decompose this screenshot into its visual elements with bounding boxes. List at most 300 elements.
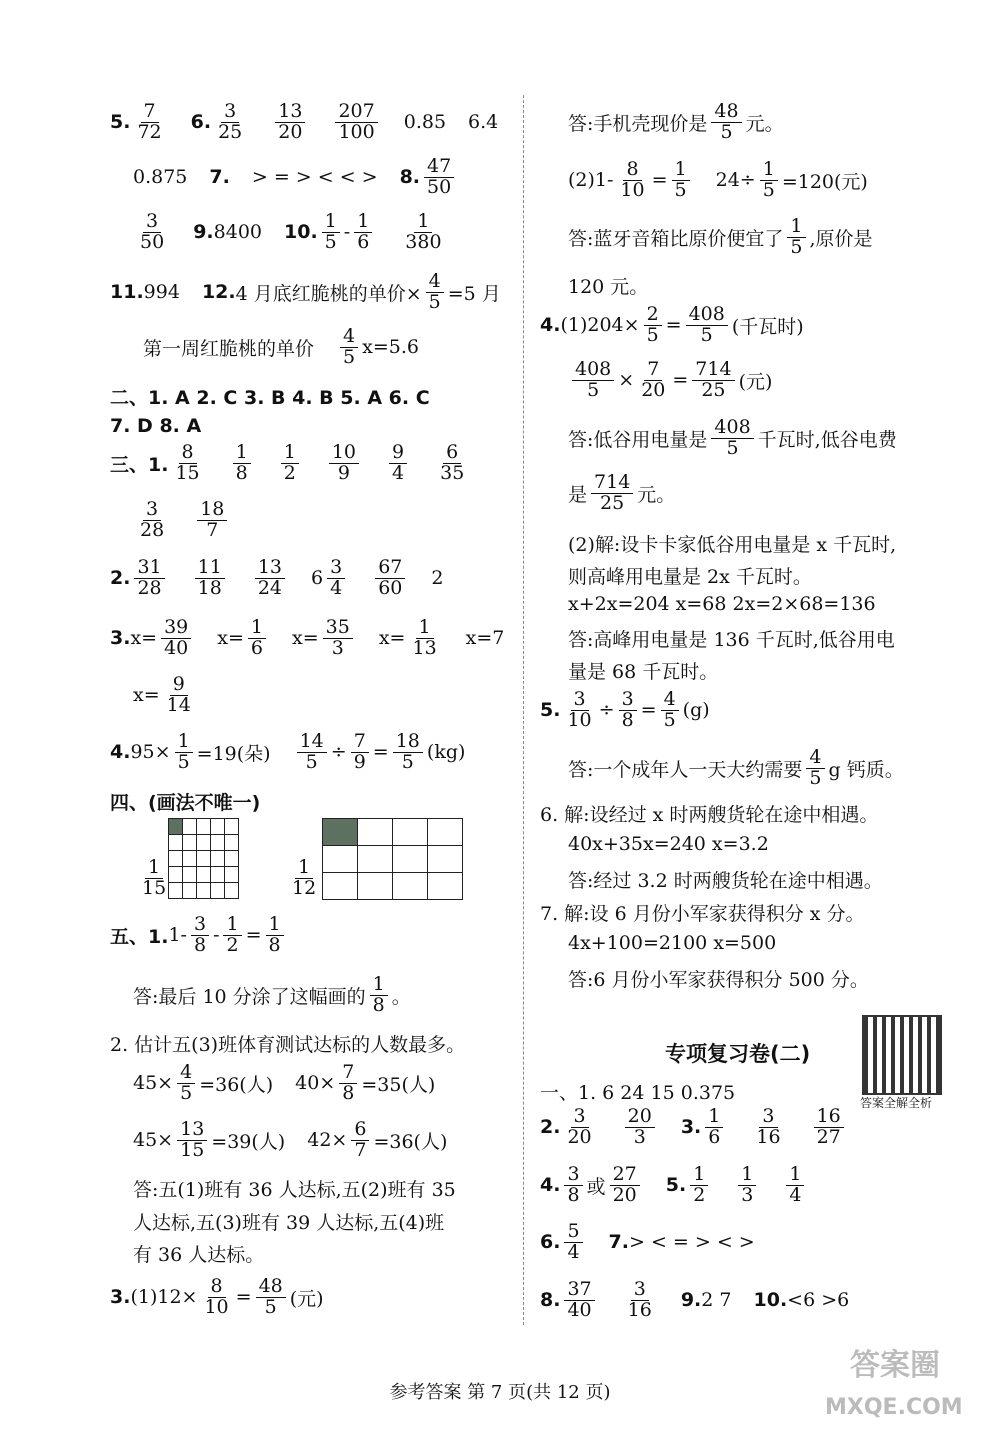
numerator: 1 (322, 212, 340, 233)
numerator: 4 (177, 1063, 195, 1084)
text: (元) (289, 1287, 324, 1310)
denominator: 40 (567, 1298, 592, 1321)
text: 元。 (637, 483, 676, 506)
denominator: 9 (353, 750, 366, 773)
fraction (322, 212, 340, 253)
denominator: 5 (720, 120, 733, 143)
fraction (297, 732, 327, 773)
answer-line (110, 618, 504, 659)
answer-line (568, 217, 873, 258)
answer-line (110, 1277, 324, 1318)
grid-fifteenths (168, 818, 239, 899)
text: 四、(画法不唯一) (110, 792, 261, 814)
answer-line (110, 1030, 465, 1057)
numerator: 1 (175, 732, 193, 753)
answer-line (110, 102, 498, 143)
fraction (402, 212, 444, 253)
fraction (638, 360, 668, 401)
text: 5. (110, 111, 131, 134)
fraction (389, 443, 407, 484)
text: 11. (110, 281, 144, 304)
denominator: 5 (674, 178, 687, 201)
numerator: 6 (351, 1120, 369, 1141)
fraction (692, 360, 734, 401)
fraction (711, 102, 741, 143)
text: 或 (586, 1175, 606, 1198)
fraction (564, 1222, 582, 1263)
text: g 钙质。 (828, 758, 904, 781)
text: 3. (680, 1116, 702, 1139)
text: x+2x=204 x=68 2x=2×68=136 (568, 593, 876, 615)
fraction (760, 160, 778, 201)
denominator: 25 (218, 120, 243, 143)
denominator: 5 (401, 750, 414, 773)
grid-cell (225, 867, 239, 883)
answer-line (133, 157, 458, 198)
answer-line (568, 102, 784, 143)
text: 6 (311, 567, 324, 590)
denominator: 20 (612, 1183, 637, 1206)
numerator: 207 (335, 102, 377, 123)
answer-line (568, 965, 869, 992)
text: (2)1- (568, 169, 614, 192)
denominator: 7 (206, 518, 219, 541)
denominator: 5 (726, 436, 739, 459)
fraction (572, 360, 614, 401)
text: 6.4 (468, 111, 499, 134)
numerator: 7 (644, 360, 662, 381)
numerator: 714 (692, 360, 734, 381)
grid-cell (197, 835, 211, 851)
numerator: 2 (644, 305, 662, 326)
text: 5. (665, 1174, 687, 1197)
fraction (139, 858, 169, 899)
text: =35(人) (361, 1073, 436, 1096)
answer-line (568, 272, 648, 299)
grid-cell (428, 873, 463, 900)
fraction (256, 1277, 286, 1318)
page-footer: 参考答案 第 7 页(共 12 页) (389, 1382, 611, 1403)
numerator: 35 (323, 618, 353, 639)
denominator: 10 (204, 1295, 229, 1318)
text: 95× (130, 741, 171, 764)
grid-cell (211, 883, 225, 899)
fraction (619, 690, 637, 731)
denominator: 8 (268, 933, 281, 956)
numerator: 13 (255, 558, 285, 579)
numerator: 714 (591, 473, 633, 494)
fraction (255, 558, 285, 599)
denominator: 7 (354, 1138, 367, 1161)
denominator: 60 (378, 576, 403, 599)
text: - (213, 924, 220, 947)
fraction (351, 1120, 369, 1161)
numerator: 4 (661, 690, 679, 711)
numerator: 6 (443, 443, 461, 464)
fraction (672, 160, 690, 201)
text: (元) (738, 370, 773, 393)
fraction (806, 748, 824, 789)
text: 42× (307, 1129, 348, 1152)
text: × (618, 369, 635, 392)
grid-cell (358, 819, 393, 846)
denominator: 5 (587, 378, 600, 401)
fraction (787, 217, 805, 258)
text: 2 (431, 567, 444, 590)
denominator: 3 (741, 1183, 754, 1206)
fraction (564, 1107, 594, 1148)
numerator: 1 (786, 1165, 804, 1186)
text: 0.875 (133, 166, 188, 189)
grid-cell (197, 851, 211, 867)
text: (1)12× (130, 1286, 198, 1309)
denominator: 5 (762, 178, 775, 201)
text: 2. 估计五(3)班体育测试达标的人数最多。 (110, 1034, 466, 1056)
denominator: 10 (567, 708, 592, 731)
text: 有 36 人达标。 (133, 1244, 265, 1266)
answer-line (568, 160, 868, 201)
text: =39(人) (211, 1130, 286, 1153)
denominator: 8 (342, 1081, 355, 1104)
fraction (335, 102, 377, 143)
fraction (424, 157, 454, 198)
text: x=5.6 (362, 336, 419, 359)
fraction (625, 1107, 655, 1148)
text: 8. (540, 1289, 561, 1312)
denominator: 6 (357, 230, 370, 253)
answer-line (133, 1063, 435, 1104)
text: 10. (284, 221, 318, 244)
numerator: 3 (564, 1165, 582, 1186)
text: 1- (168, 924, 187, 947)
numerator: 4 (340, 327, 358, 348)
fraction (437, 443, 467, 484)
denominator: 40 (164, 636, 189, 659)
denominator: 13 (412, 636, 437, 659)
numerator: 7 (339, 1063, 357, 1084)
answer-line (568, 360, 772, 401)
text: 6. (540, 1231, 561, 1254)
fraction (327, 558, 345, 599)
denominator: 20 (567, 1125, 592, 1148)
grid-cell (211, 851, 225, 867)
fraction (134, 558, 164, 599)
text: - (343, 221, 351, 244)
text: = (245, 924, 262, 947)
answer-line (133, 1240, 264, 1267)
answer-line (568, 748, 904, 789)
answer-line (110, 272, 501, 313)
numerator: 3 (631, 1280, 649, 1301)
answer-line (133, 675, 198, 716)
fraction (661, 690, 679, 731)
text: 10. (753, 1289, 788, 1312)
denominator: 24 (257, 576, 283, 599)
numerator: 9 (389, 443, 407, 464)
text: 9. (193, 221, 214, 244)
numerator: 37 (564, 1280, 594, 1301)
grid-cell (428, 846, 463, 873)
numerator: 31 (134, 558, 164, 579)
numerator: 9 (170, 675, 188, 696)
answer-line (568, 866, 883, 893)
numerator: 27 (610, 1165, 640, 1186)
grid-cell (323, 873, 358, 900)
numerator: 48 (256, 1277, 286, 1298)
fraction (201, 1277, 231, 1318)
grid-cell (358, 873, 393, 900)
fraction (275, 102, 305, 143)
numerator: 8 (208, 1277, 226, 1298)
fraction (686, 305, 728, 346)
grid-cell (211, 835, 225, 851)
denominator: 5 (700, 323, 713, 346)
text: 2. (540, 1116, 561, 1139)
fraction (266, 915, 284, 956)
text: = (640, 699, 657, 722)
denominator: 8 (621, 708, 634, 731)
denominator: 10 (620, 178, 645, 201)
denominator: 8 (193, 933, 207, 956)
fraction (610, 1165, 640, 1206)
numerator: 3 (221, 102, 239, 123)
text: <6 >6 (787, 1289, 850, 1312)
denominator: 5 (343, 345, 356, 368)
fraction (814, 1107, 844, 1148)
grid-cell (183, 867, 197, 883)
denominator: 16 (756, 1125, 781, 1148)
text: 3. (110, 627, 131, 650)
text: ,原价是 (809, 227, 873, 250)
fraction (289, 858, 319, 899)
numerator: 1 (690, 1165, 708, 1186)
text: 答:低谷用电量是 (568, 428, 708, 451)
fraction (591, 473, 633, 514)
denominator: 15 (175, 461, 200, 484)
text: 7. 解:设 6 月份小军家获得积分 x 分。 (540, 903, 865, 925)
text: 答:一个成年人一天大约需要 (568, 758, 803, 781)
numerator: 3 (571, 690, 589, 711)
text: x= (130, 627, 158, 650)
text: 元。 (745, 112, 784, 135)
answer-line (133, 1208, 444, 1235)
fraction (195, 558, 225, 599)
text: 994 (143, 281, 180, 304)
numerator: 1 (760, 160, 778, 181)
text: 2 7 (701, 1289, 732, 1312)
denominator: 5 (663, 708, 676, 731)
numerator: 10 (329, 443, 359, 464)
numerator: 3 (619, 690, 637, 711)
text: 8. (399, 166, 421, 189)
fraction (426, 272, 444, 313)
text: 三、1. (110, 453, 169, 476)
fraction (705, 1107, 723, 1148)
fraction (564, 690, 594, 731)
text: 3. (110, 1286, 131, 1309)
fraction (233, 443, 251, 484)
text: =19(朵) (196, 742, 271, 765)
grid-cell (393, 873, 428, 900)
numerator: 7 (141, 102, 159, 123)
text: > = > < < > (251, 166, 378, 189)
numerator: 3 (143, 500, 161, 521)
text: = (651, 169, 668, 192)
text: 24÷ (715, 169, 756, 192)
denominator: 2 (226, 933, 239, 956)
denominator: 5 (305, 750, 318, 773)
text: 答:手机壳现价是 (568, 112, 708, 135)
text: x= (378, 627, 406, 650)
text: 答:经过 3.2 时两艘货轮在途中相遇。 (568, 870, 883, 892)
numerator: 1 (705, 1107, 723, 1128)
denominator: 380 (405, 230, 442, 253)
answer-line (133, 975, 411, 1016)
answer-line (540, 1107, 848, 1148)
denominator: 50 (140, 230, 165, 253)
numerator: 3 (571, 1107, 589, 1128)
text: 则高峰用电量是 2x 千瓦时。 (568, 566, 812, 588)
text: 9. (680, 1289, 702, 1312)
denominator: 5 (790, 235, 803, 258)
numerator: 408 (572, 360, 614, 381)
text: 40× (295, 1072, 336, 1095)
text: (千瓦时) (731, 315, 804, 338)
numerator: 4 (806, 748, 824, 769)
fraction (281, 443, 299, 484)
denominator: 8 (235, 461, 248, 484)
numerator: 13 (177, 1120, 207, 1141)
denominator: 5 (646, 323, 659, 346)
fraction (753, 1107, 783, 1148)
watermark-url: MXQE.COM (825, 1395, 963, 1420)
answer-line (133, 1175, 456, 1202)
fraction (564, 1280, 594, 1321)
denominator: 5 (428, 290, 441, 313)
fraction (564, 1165, 582, 1206)
text: 40x+35x=240 x=3.2 (568, 833, 769, 855)
numerator: 7 (351, 732, 369, 753)
numerator: 1 (266, 915, 284, 936)
numerator: 48 (711, 102, 741, 123)
numerator: 1 (281, 443, 299, 464)
text: 是 (568, 483, 588, 506)
grid-cell (323, 819, 358, 846)
numerator: 4 (426, 272, 444, 293)
answer-line (540, 800, 878, 827)
numerator: 408 (711, 418, 753, 439)
grid-cell (169, 819, 183, 835)
answer-line (143, 327, 419, 368)
answer-line (110, 732, 465, 773)
text: 千瓦时,低谷电费 (757, 428, 897, 451)
denominator: 50 (427, 175, 452, 198)
fraction (134, 102, 164, 143)
grid-cell (323, 846, 358, 873)
denominator: 6 (250, 636, 264, 659)
answer-line (133, 212, 449, 253)
text: =36(人) (199, 1073, 274, 1096)
text: (kg) (426, 741, 466, 764)
text: ÷ (598, 699, 615, 722)
text: 0.85 (403, 111, 447, 134)
denominator: 4 (330, 576, 343, 599)
qr-code (862, 1015, 942, 1095)
denominator: 12 (292, 876, 317, 899)
fraction (393, 732, 423, 773)
text: 4. (540, 1174, 561, 1197)
numerator: 18 (393, 732, 423, 753)
text: (g) (682, 699, 710, 722)
text: 4. (540, 314, 561, 337)
numerator: 5 (564, 1222, 582, 1243)
denominator: 20 (641, 378, 666, 401)
answer-line (110, 443, 471, 484)
grid-cell (225, 883, 239, 899)
denominator: 8 (567, 1183, 580, 1206)
denominator: 18 (197, 576, 222, 599)
denominator: 15 (180, 1138, 205, 1161)
text: = (672, 369, 689, 392)
fraction (329, 443, 359, 484)
numerator: 16 (814, 1107, 844, 1128)
fraction (617, 160, 647, 201)
denominator: 6 (708, 1125, 721, 1148)
answer-line (568, 932, 776, 954)
numerator: 1 (223, 915, 241, 936)
answer-line (110, 415, 201, 437)
denominator: 4 (567, 1240, 580, 1263)
text: = (235, 1286, 252, 1309)
denominator: 5 (809, 766, 822, 789)
answer-line (568, 593, 876, 615)
denominator: 2 (283, 461, 296, 484)
section-title: 专项复习卷(二) (665, 1042, 811, 1066)
denominator: 2 (693, 1183, 706, 1206)
numerator: 1 (354, 212, 372, 233)
fraction (215, 102, 245, 143)
numerator: 47 (424, 157, 454, 178)
answer-line (568, 418, 897, 459)
denominator: 8 (372, 993, 385, 1016)
text: 人达标,五(3)班有 39 人达标,五(4)班 (133, 1212, 445, 1234)
denominator: 3 (633, 1125, 646, 1148)
answer-line (135, 858, 173, 899)
text: 4 月底红脆桃的单价× (235, 282, 422, 305)
text: 5. (540, 699, 561, 722)
numerator: 1 (672, 160, 690, 181)
text: 答:五(1)班有 36 人达标,五(2)班有 35 (133, 1179, 456, 1201)
grid-cell (225, 819, 239, 835)
text: 答:6 月份小军家获得积分 500 分。 (568, 969, 869, 991)
text: x= (133, 684, 160, 707)
numerator: 1 (233, 443, 251, 464)
text: x= (292, 627, 319, 650)
fraction (137, 500, 167, 541)
text: 。 (391, 985, 411, 1008)
grid-cell (183, 819, 197, 835)
grid-cell (169, 835, 183, 851)
fraction (409, 618, 439, 659)
grid-cell (393, 846, 428, 873)
fraction (690, 1165, 708, 1206)
grid-cell (211, 867, 225, 883)
numerator: 20 (625, 1107, 655, 1128)
text: 12. (201, 281, 236, 304)
text: 8400 (213, 221, 262, 244)
text: = (372, 741, 389, 764)
denominator: 25 (600, 491, 625, 514)
